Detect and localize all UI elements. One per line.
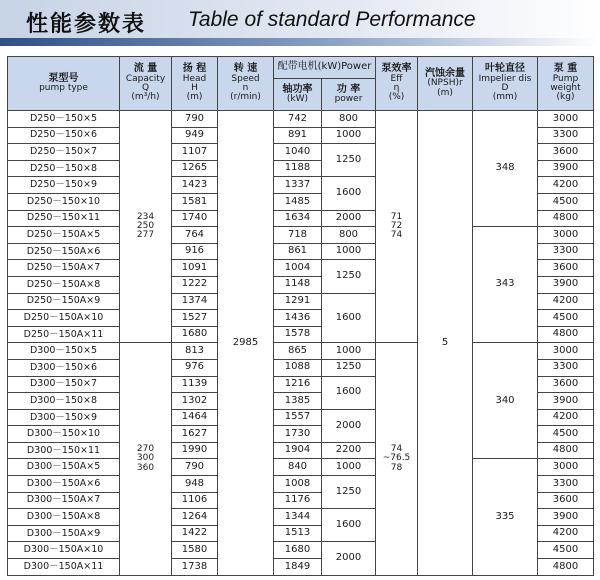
cell-motor-power: 1600 xyxy=(322,376,376,409)
cell-motor-power: 2000 xyxy=(322,409,376,442)
cell-pump-type: D300－150×7 xyxy=(8,376,120,393)
header-speed: 转 速 Speed n (r/min) xyxy=(218,57,274,111)
cell-eff-d300: 74 ~76.5 78 xyxy=(376,343,418,576)
cell-pump-type: D250－150×5 xyxy=(8,111,120,128)
cell-head: 1990 xyxy=(172,442,218,459)
cell-head: 1527 xyxy=(172,310,218,327)
cell-pump-type: D250－150×7 xyxy=(8,144,120,161)
cell-pump-type: D300－150×9 xyxy=(8,409,120,426)
cell-pump-type: D300－150A×5 xyxy=(8,459,120,476)
cell-shaft-power: 861 xyxy=(274,243,322,260)
cell-weight: 4200 xyxy=(538,525,594,542)
cell-motor-power: 1600 xyxy=(322,293,376,343)
cell-pump-type: D250－150A×7 xyxy=(8,260,120,277)
cell-motor-power: 1600 xyxy=(322,509,376,542)
cell-weight: 3900 xyxy=(538,393,594,410)
cell-shaft-power: 1337 xyxy=(274,177,322,194)
cell-pump-type: D250－150×6 xyxy=(8,127,120,144)
cell-shaft-power: 1004 xyxy=(274,260,322,277)
cell-head: 1265 xyxy=(172,160,218,177)
cell-head: 1423 xyxy=(172,177,218,194)
cell-weight: 4500 xyxy=(538,310,594,327)
cell-weight: 4500 xyxy=(538,193,594,210)
cell-pump-type: D250－150A×10 xyxy=(8,310,120,327)
performance-table-wrap xyxy=(7,56,593,576)
cell-motor-power: 1000 xyxy=(322,459,376,476)
cell-speed: 2985 xyxy=(218,111,274,576)
header-npsh: 汽蚀余量 (NPSH)r (m) xyxy=(418,57,473,111)
cell-head: 948 xyxy=(172,476,218,493)
header-eff: 泵效率 Eff η (%) xyxy=(376,57,418,111)
cell-head: 1374 xyxy=(172,293,218,310)
cell-shaft-power: 1730 xyxy=(274,426,322,443)
cell-pump-type: D250－150A×5 xyxy=(8,227,120,244)
cell-weight: 4800 xyxy=(538,442,594,459)
cell-shaft-power: 1485 xyxy=(274,193,322,210)
cell-shaft-power: 1634 xyxy=(274,210,322,227)
cell-motor-power: 800 xyxy=(322,227,376,244)
cell-head: 790 xyxy=(172,111,218,128)
cell-pump-type: D250－150A×11 xyxy=(8,326,120,343)
cell-weight: 4800 xyxy=(538,559,594,576)
cell-shaft-power: 1904 xyxy=(274,442,322,459)
cell-head: 1106 xyxy=(172,492,218,509)
cell-motor-power: 1000 xyxy=(322,127,376,144)
cell-weight: 3000 xyxy=(538,459,594,476)
cell-pump-type: D300－150A×9 xyxy=(8,525,120,542)
cell-capacity-d300: 270 300 360 xyxy=(120,343,172,576)
cell-shaft-power: 1040 xyxy=(274,144,322,161)
cell-pump-type: D250－150A×6 xyxy=(8,243,120,260)
cell-shaft-power: 865 xyxy=(274,343,322,360)
cell-head: 1422 xyxy=(172,525,218,542)
cell-shaft-power: 1008 xyxy=(274,476,322,493)
cell-motor-power: 1600 xyxy=(322,177,376,210)
cell-weight: 4800 xyxy=(538,210,594,227)
cell-weight: 3000 xyxy=(538,343,594,360)
cell-motor-power: 2000 xyxy=(322,542,376,576)
table-row xyxy=(8,227,594,244)
cell-motor-power: 1000 xyxy=(322,243,376,260)
cell-shaft-power: 1578 xyxy=(274,326,322,343)
cell-shaft-power: 891 xyxy=(274,127,322,144)
cell-head: 1627 xyxy=(172,426,218,443)
cell-pump-type: D300－150×10 xyxy=(8,426,120,443)
cell-head: 813 xyxy=(172,343,218,360)
cell-shaft-power: 1680 xyxy=(274,542,322,559)
cell-motor-power: 2000 xyxy=(322,210,376,227)
table-row xyxy=(8,459,594,476)
cell-head: 1139 xyxy=(172,376,218,393)
table-row xyxy=(8,343,594,360)
cell-weight: 3300 xyxy=(538,127,594,144)
header-weight: 泵 重 Pump weight (kg) xyxy=(538,57,594,111)
cell-weight: 3900 xyxy=(538,509,594,526)
cell-shaft-power: 1088 xyxy=(274,359,322,376)
cell-head: 1464 xyxy=(172,409,218,426)
cell-weight: 3900 xyxy=(538,276,594,293)
cell-weight: 3000 xyxy=(538,111,594,128)
cell-shaft-power: 1344 xyxy=(274,509,322,526)
cell-head: 1107 xyxy=(172,144,218,161)
header-pump-type: 泵型号 pump type xyxy=(8,57,120,111)
cell-shaft-power: 840 xyxy=(274,459,322,476)
cell-head: 1222 xyxy=(172,276,218,293)
cell-head: 1302 xyxy=(172,393,218,410)
cell-shaft-power: 742 xyxy=(274,111,322,128)
cell-weight: 3600 xyxy=(538,492,594,509)
cell-weight: 4800 xyxy=(538,326,594,343)
cell-pump-type: D300－150A×11 xyxy=(8,559,120,576)
cell-motor-power: 1250 xyxy=(322,476,376,509)
header-impeller: 叶轮直径 Impelier dis D (mm) xyxy=(473,57,538,111)
cell-weight: 4500 xyxy=(538,426,594,443)
cell-head: 916 xyxy=(172,243,218,260)
table-row xyxy=(8,111,594,128)
cell-shaft-power: 1849 xyxy=(274,559,322,576)
cell-head: 1264 xyxy=(172,509,218,526)
header-head: 扬 程 Head H (m) xyxy=(172,57,218,111)
cell-motor-power: 1250 xyxy=(322,359,376,376)
cell-weight: 4200 xyxy=(538,409,594,426)
cell-weight: 4200 xyxy=(538,177,594,194)
cell-capacity-d250: 234 250 277 xyxy=(120,111,172,343)
title-english: Table of standard Performance xyxy=(188,8,476,31)
cell-pump-type: D300－150×11 xyxy=(8,442,120,459)
cell-pump-type: D250－150A×9 xyxy=(8,293,120,310)
cell-pump-type: D300－150A×8 xyxy=(8,509,120,526)
cell-pump-type: D300－150A×7 xyxy=(8,492,120,509)
cell-head: 949 xyxy=(172,127,218,144)
cell-pump-type: D300－150×6 xyxy=(8,359,120,376)
cell-motor-power: 800 xyxy=(322,111,376,128)
cell-head: 1580 xyxy=(172,542,218,559)
title-chinese: 性能参数表 xyxy=(26,12,147,37)
cell-shaft-power: 1176 xyxy=(274,492,322,509)
cell-pump-type: D250－150×9 xyxy=(8,177,120,194)
performance-table xyxy=(7,56,594,576)
cell-impeller-a: 348 xyxy=(473,111,538,227)
cell-shaft-power: 1148 xyxy=(274,276,322,293)
header-motor-power: 功 率 power xyxy=(322,79,376,111)
cell-weight: 3600 xyxy=(538,144,594,161)
cell-pump-type: D250－150×11 xyxy=(8,210,120,227)
cell-weight: 3300 xyxy=(538,243,594,260)
cell-motor-power: 1000 xyxy=(322,343,376,360)
cell-npsh: 5 xyxy=(418,111,473,576)
cell-pump-type: D250－150×8 xyxy=(8,160,120,177)
cell-head: 976 xyxy=(172,359,218,376)
cell-weight: 3300 xyxy=(538,476,594,493)
cell-pump-type: D300－150A×10 xyxy=(8,542,120,559)
cell-shaft-power: 1291 xyxy=(274,293,322,310)
cell-motor-power: 1250 xyxy=(322,144,376,177)
cell-pump-type: D300－150×8 xyxy=(8,393,120,410)
cell-shaft-power: 1385 xyxy=(274,393,322,410)
cell-shaft-power: 718 xyxy=(274,227,322,244)
header-power-group: 配带电机(kW)Power xyxy=(274,57,376,79)
cell-impeller-c: 340 xyxy=(473,343,538,459)
cell-shaft-power: 1188 xyxy=(274,160,322,177)
cell-shaft-power: 1513 xyxy=(274,525,322,542)
cell-shaft-power: 1557 xyxy=(274,409,322,426)
cell-impeller-b: 343 xyxy=(473,227,538,343)
cell-head: 764 xyxy=(172,227,218,244)
cell-head: 790 xyxy=(172,459,218,476)
cell-weight: 4500 xyxy=(538,542,594,559)
cell-weight: 3600 xyxy=(538,376,594,393)
cell-head: 1680 xyxy=(172,326,218,343)
cell-impeller-d: 335 xyxy=(473,459,538,576)
cell-eff-d250: 71 72 74 xyxy=(376,111,418,343)
cell-weight: 3900 xyxy=(538,160,594,177)
cell-weight: 3000 xyxy=(538,227,594,244)
cell-head: 1581 xyxy=(172,193,218,210)
cell-weight: 4200 xyxy=(538,293,594,310)
cell-pump-type: D300－150×5 xyxy=(8,343,120,360)
cell-head: 1738 xyxy=(172,559,218,576)
cell-head: 1091 xyxy=(172,260,218,277)
header-capacity: 流 量 Capacity Q (m³/h) xyxy=(120,57,172,111)
cell-shaft-power: 1216 xyxy=(274,376,322,393)
cell-motor-power: 1250 xyxy=(322,260,376,293)
cell-weight: 3600 xyxy=(538,260,594,277)
cell-pump-type: D250－150A×8 xyxy=(8,276,120,293)
cell-head: 1740 xyxy=(172,210,218,227)
header-shaft-power: 轴功率 (kW) xyxy=(274,79,322,111)
cell-pump-type: D300－150A×6 xyxy=(8,476,120,493)
cell-shaft-power: 1436 xyxy=(274,310,322,327)
cell-weight: 3300 xyxy=(538,359,594,376)
cell-motor-power: 2200 xyxy=(322,442,376,459)
cell-pump-type: D250－150×10 xyxy=(8,193,120,210)
